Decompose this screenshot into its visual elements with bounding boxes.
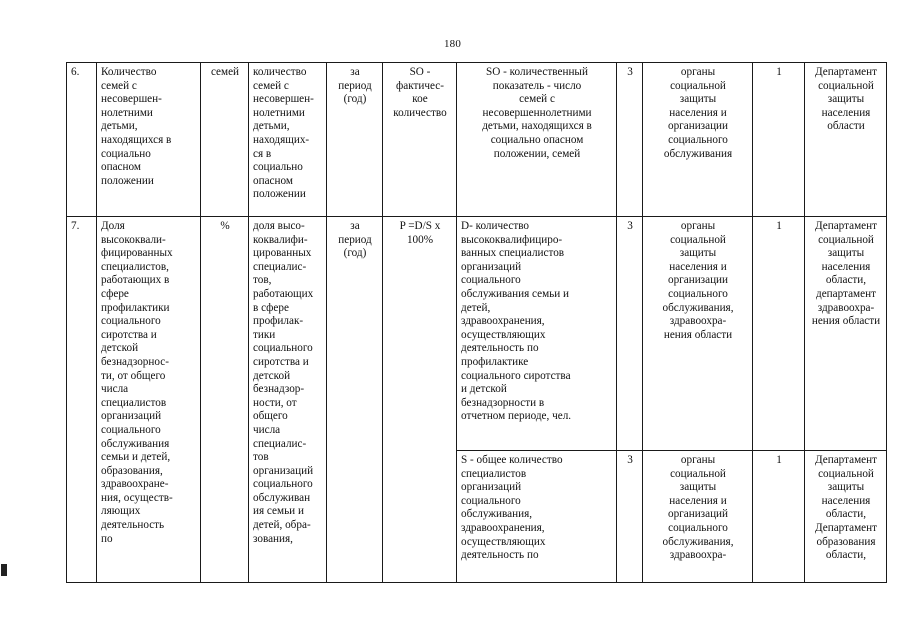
frequency-cell: 1 bbox=[753, 217, 805, 451]
row-number: 6. bbox=[67, 63, 97, 217]
table-row bbox=[67, 63, 887, 217]
source-cell: органы социальной защиты населения и организации социального обслуживания, здравоохра- нения области bbox=[643, 217, 753, 451]
responsible-cell: Департамент социальной защиты населения области bbox=[805, 63, 887, 217]
unit-cell: % bbox=[201, 217, 249, 583]
method-cell: 3 bbox=[617, 451, 643, 583]
period-cell: за период (год) bbox=[327, 217, 383, 583]
page-number: 180 bbox=[443, 38, 462, 50]
definition-cell: количество семей с несовершен- нолетними детьми, находящих- ся в социально опасном положении bbox=[249, 63, 327, 217]
component-description: SO - количественный показатель - число семей с несовершеннолетними детьми, находящихся в социально опасном положении, семей bbox=[457, 63, 617, 217]
period-cell: за период (год) bbox=[327, 63, 383, 217]
source-cell: органы социальной защиты населения и организаций социального обслуживания, здравоохра- bbox=[643, 451, 753, 583]
frequency-cell: 1 bbox=[753, 63, 805, 217]
responsible-cell: Департамент социальной защиты населения области, Департамент образования области, bbox=[805, 451, 887, 583]
frequency-cell: 1 bbox=[753, 451, 805, 583]
indicator-name: Доля высококвали- фицированных специалистов, работающих в сфере профилактики социального сиротства и детской безнадзорнос- ти, от общего числа специалистов организаций социального обслуживания семьи и детей, образования, здравоохране- ния, осуществ- ляющих деятельность по bbox=[97, 217, 201, 583]
scan-margin-mark bbox=[1, 564, 7, 576]
indicators-table bbox=[66, 62, 887, 583]
definition-cell: доля высо- коквалифи- цированных специалис- тов, работающих в сфере профилак- тики социального сиротства и детской безнадзор- ности, от общего числа специалис- тов организаций социального обслуживан ия семьи и детей, обра- зования, bbox=[249, 217, 327, 583]
unit-cell: семей bbox=[201, 63, 249, 217]
source-cell: органы социальной защиты населения и организации социального обслуживания bbox=[643, 63, 753, 217]
formula-cell: SO - фактичес- кое количество bbox=[383, 63, 457, 217]
row-number: 7. bbox=[67, 217, 97, 583]
component-description: D- количество высококвалифициро- ванных специалистов организаций социального обслуживания семьи и детей, здравоохранения, осуществляющих деятельность по профилактике социального сиротства и детской безнадзорности в отчетном периоде, чел. bbox=[457, 217, 617, 451]
indicator-name: Количество семей с несовершен- нолетними детьми, находящихся в социально опасном положении bbox=[97, 63, 201, 217]
method-cell: 3 bbox=[617, 63, 643, 217]
table-row bbox=[67, 217, 887, 451]
responsible-cell: Департамент социальной защиты населения области, департамент здравоохра- нения области bbox=[805, 217, 887, 451]
method-cell: 3 bbox=[617, 217, 643, 451]
component-description: S - общее количество специалистов организаций социального обслуживания, здравоохранения, осуществляющих деятельность по bbox=[457, 451, 617, 583]
formula-cell: P =D/S x 100% bbox=[383, 217, 457, 583]
